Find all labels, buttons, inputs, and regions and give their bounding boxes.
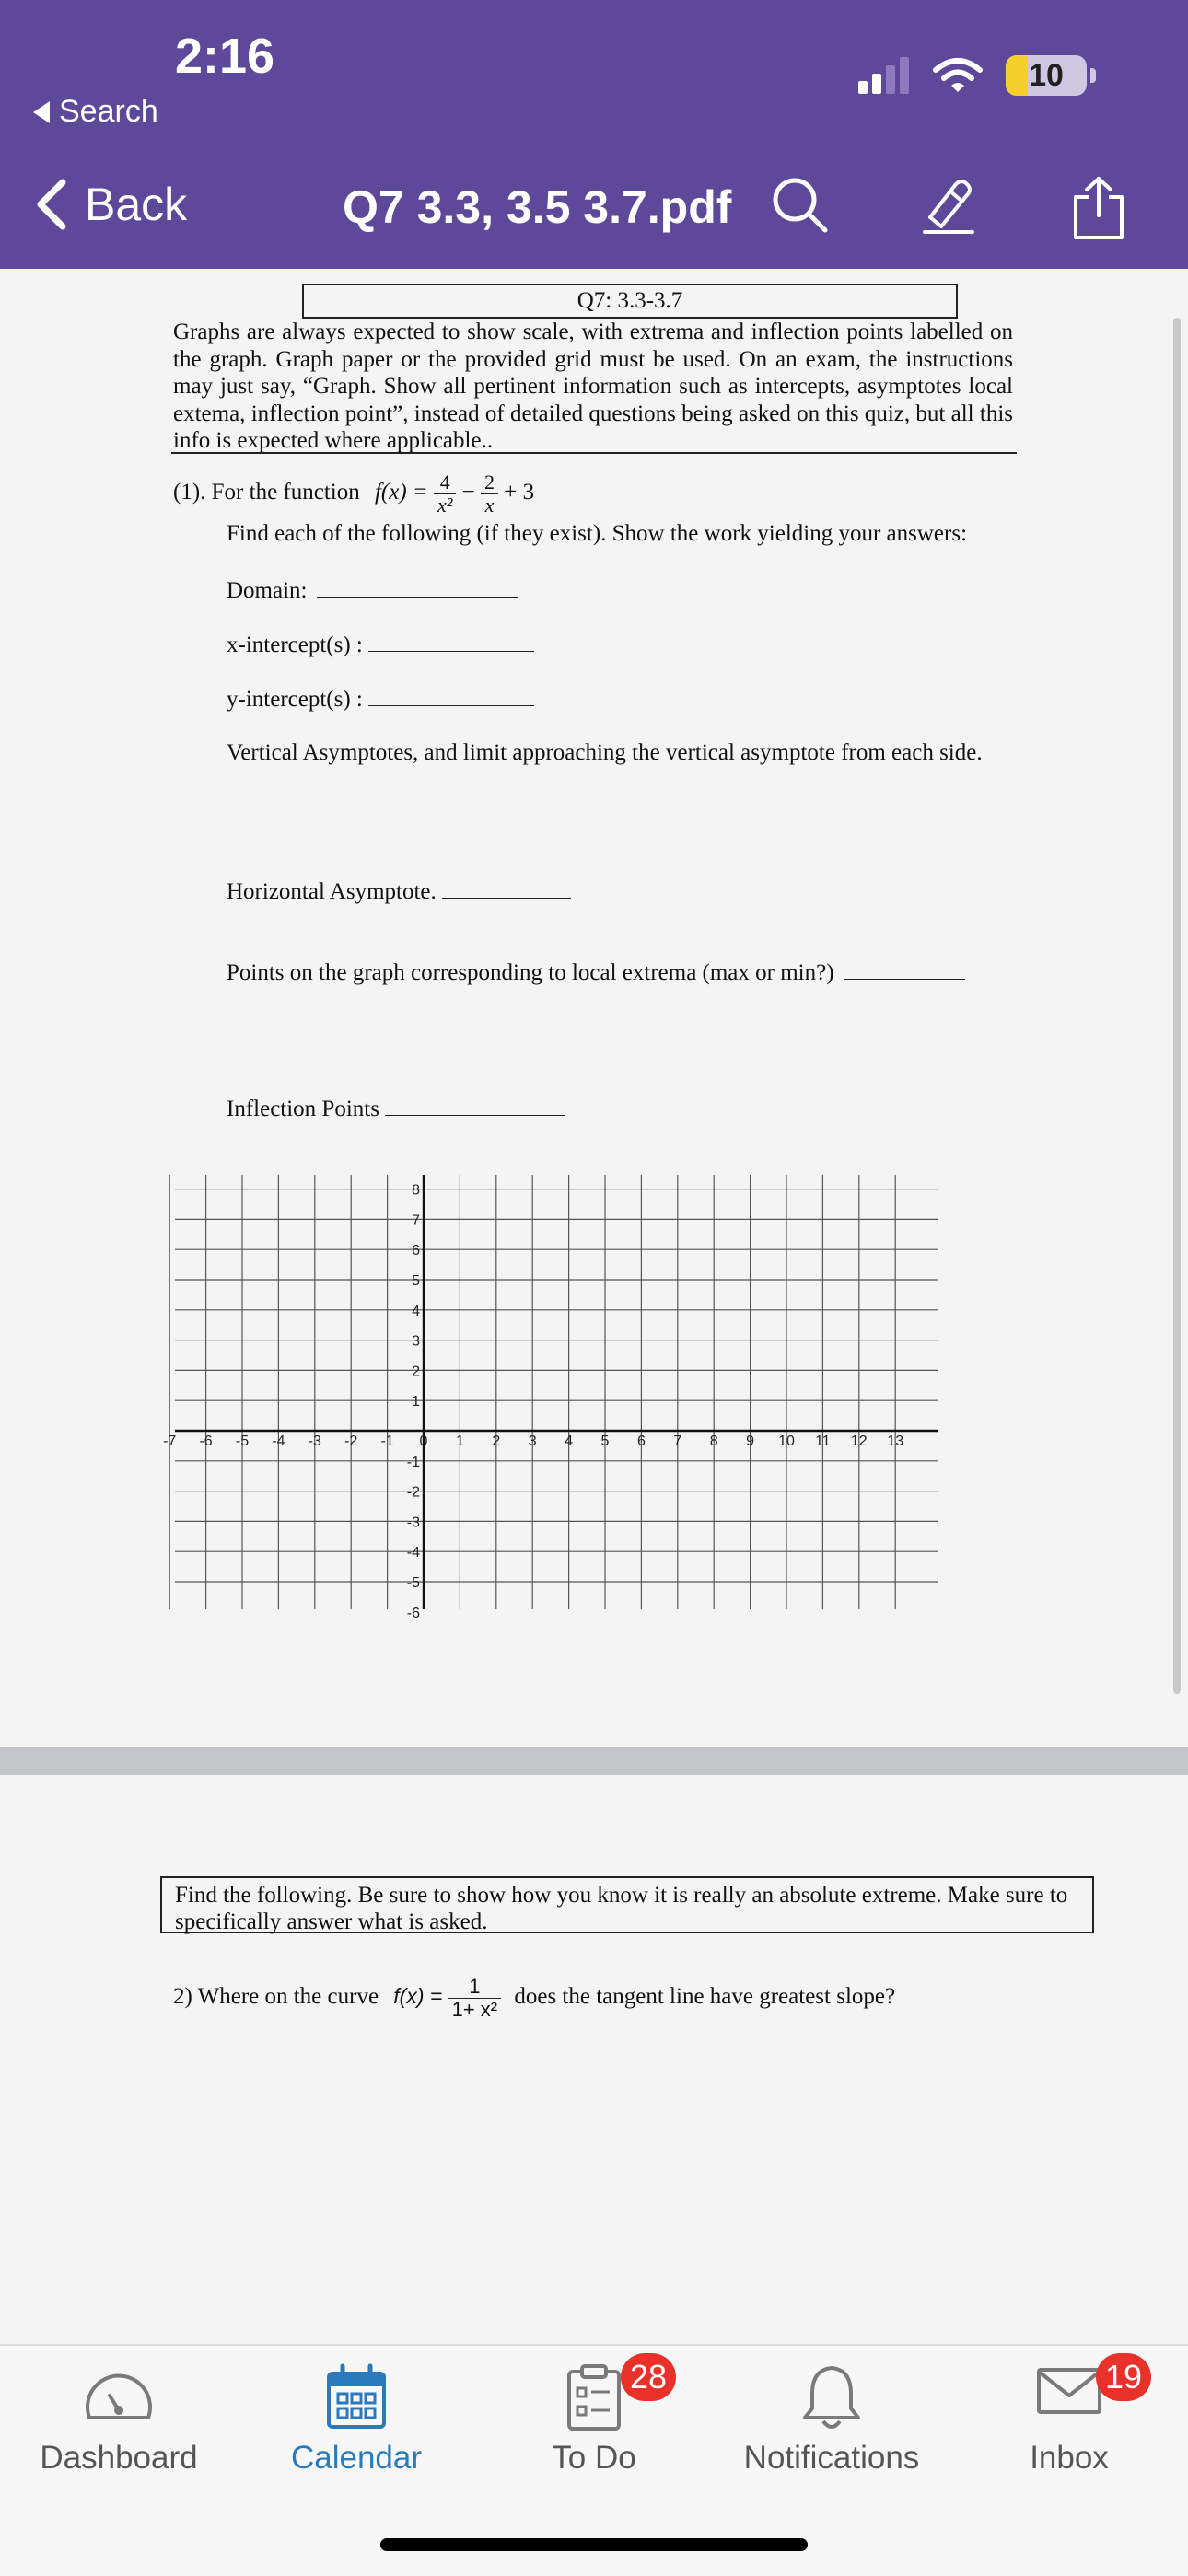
status-time: 2:16 xyxy=(175,29,275,84)
x-tick-label: 10 xyxy=(778,1433,795,1449)
y-tick-label: 4 xyxy=(412,1303,420,1319)
x-tick-label: 3 xyxy=(528,1433,537,1449)
y-tick-label: 8 xyxy=(412,1182,420,1199)
y-tick-label: -6 xyxy=(406,1605,420,1621)
question-2-line xyxy=(173,1976,895,2021)
x-intercepts-label: x-intercept(s) : xyxy=(227,632,363,657)
q1-plus: + 3 xyxy=(504,480,535,505)
inbox-badge: 19 xyxy=(1096,2353,1151,2401)
back-button-label: Back xyxy=(85,179,188,230)
x-tick-label: 9 xyxy=(746,1433,755,1449)
q1-frac1-den: x² xyxy=(437,493,453,516)
domain-blank xyxy=(317,576,518,598)
inflection-points-blank xyxy=(385,1095,565,1116)
document-title: Q7 3.3, 3.5 3.7.pdf xyxy=(343,181,732,233)
y-tick-label: 7 xyxy=(412,1213,420,1229)
y-tick-label: -1 xyxy=(406,1454,420,1470)
y-tick-label: 6 xyxy=(412,1243,420,1259)
y-intercepts-blank xyxy=(368,685,534,706)
x-tick-label: 5 xyxy=(600,1433,610,1449)
x-tick-label: -2 xyxy=(344,1433,358,1449)
tab-dashboard-label: Dashboard xyxy=(40,2440,198,2476)
x-tick-label: 8 xyxy=(709,1433,718,1449)
tab-todo-label: To Do xyxy=(552,2440,636,2476)
back-triangle-icon xyxy=(33,101,50,123)
chevron-left-icon xyxy=(33,177,70,232)
domain-label: Domain: xyxy=(227,578,308,603)
tab-calendar[interactable] xyxy=(238,2346,475,2502)
q2-frac-den: 1+ x² xyxy=(451,1998,498,2021)
inbox-envelope-icon xyxy=(1036,2364,1102,2416)
local-extrema-line xyxy=(227,958,965,986)
tab-notifications-label: Notifications xyxy=(743,2440,920,2476)
cellular-signal-icon xyxy=(858,57,910,94)
q1-frac2-num: 2 xyxy=(481,471,498,494)
tab-dashboard[interactable] xyxy=(0,2346,238,2502)
notifications-bell-icon xyxy=(801,2364,862,2432)
x-tick-label: 2 xyxy=(492,1433,501,1449)
q2-fraction xyxy=(448,1976,502,2021)
todo-badge: 28 xyxy=(621,2353,676,2401)
document-scrollbar[interactable] xyxy=(1173,318,1181,1694)
x-tick-label: 0 xyxy=(419,1433,428,1449)
y-tick-label: 3 xyxy=(412,1333,420,1350)
tab-inbox[interactable] xyxy=(950,2346,1188,2502)
q1-minus: − xyxy=(461,480,475,505)
calendar-icon xyxy=(326,2364,387,2431)
y-intercepts-label: y-intercept(s) : xyxy=(227,687,363,712)
x-tick-label: 6 xyxy=(636,1433,646,1449)
x-intercepts-blank xyxy=(368,631,534,652)
share-icon[interactable] xyxy=(1070,175,1127,241)
home-indicator[interactable] xyxy=(380,2538,808,2551)
inflection-points-label: Inflection Points xyxy=(227,1097,379,1121)
status-icons xyxy=(858,55,1087,96)
y-tick-label: -3 xyxy=(406,1514,420,1531)
q1-fraction-1 xyxy=(434,471,456,516)
page-separator xyxy=(0,1747,1188,1775)
battery-icon xyxy=(1006,55,1087,96)
x-tick-label: -5 xyxy=(235,1433,250,1449)
intro-underline xyxy=(171,452,1017,454)
q2-frac-num: 1 xyxy=(448,1976,502,1999)
y-tick-label: 2 xyxy=(412,1363,420,1380)
q1-fraction-2 xyxy=(481,471,498,516)
battery-level: 10 xyxy=(1029,57,1064,93)
dashboard-gauge-icon xyxy=(82,2364,156,2429)
graph-paper-grid xyxy=(163,1175,938,1621)
y-intercepts-line xyxy=(227,685,534,713)
local-extrema-label: Points on the graph corresponding to local extrema (max or min?) xyxy=(227,960,834,985)
intro-paragraph: Graphs are always expected to show scale, with extrema and inflection points labelled on the graph. Graph paper or the provided grid must be used. On an exam, the instructions may just say, “Graph. Show all pertinent information such as intercepts, asymptotes local extema, inflection point”, instead of detailed questions being asked on this quiz, but all this info is expected where applicable.. xyxy=(173,319,1013,453)
tab-todo[interactable] xyxy=(475,2346,713,2502)
q2-suffix: does the tangent line have greatest slope? xyxy=(514,1984,896,2010)
horizontal-asymptote-blank xyxy=(442,877,571,899)
x-tick-label: -6 xyxy=(199,1433,213,1449)
tab-inbox-label: Inbox xyxy=(1030,2440,1109,2476)
y-tick-label: 1 xyxy=(412,1394,420,1410)
tab-calendar-label: Calendar xyxy=(290,2440,423,2476)
pdf-page-2[interactable] xyxy=(0,1775,1188,2344)
x-intercepts-line xyxy=(227,631,534,658)
back-to-search[interactable] xyxy=(33,94,158,130)
todo-clipboard-icon xyxy=(565,2364,623,2432)
local-extrema-blank xyxy=(844,958,965,980)
app-header xyxy=(0,0,1188,269)
question-1-line xyxy=(173,471,534,516)
x-tick-label: -1 xyxy=(380,1433,394,1449)
q1-prefix: (1). For the function xyxy=(173,480,360,505)
y-tick-label: 5 xyxy=(412,1273,420,1289)
x-tick-label: -4 xyxy=(272,1433,285,1449)
x-tick-label: 12 xyxy=(850,1433,868,1449)
wifi-icon xyxy=(932,57,984,94)
x-tick-label: 1 xyxy=(455,1433,464,1449)
x-tick-label: 7 xyxy=(673,1433,682,1449)
q1-frac1-num: 4 xyxy=(434,471,456,494)
inflection-points-line xyxy=(227,1095,565,1122)
y-tick-label: -5 xyxy=(406,1575,420,1591)
x-tick-label: 4 xyxy=(565,1433,574,1449)
q2-prefix: 2) Where on the curve xyxy=(173,1984,379,2010)
q1-frac2-den: x xyxy=(484,493,495,516)
tab-notifications[interactable] xyxy=(713,2346,950,2502)
quiz-header-box: Q7: 3.3-3.7 xyxy=(302,284,958,319)
q1-function-lhs: f(x) = xyxy=(374,480,428,505)
x-tick-label: -3 xyxy=(308,1433,321,1449)
x-tick-label: -7 xyxy=(163,1433,177,1449)
search-icon[interactable] xyxy=(770,175,831,236)
q2-function-lhs: f(x) = xyxy=(393,1984,443,2009)
q1-instructions: Find each of the following (if they exist). Show the work yielding your answers: xyxy=(227,521,968,546)
y-tick-label: -2 xyxy=(406,1484,420,1501)
page2-instructions-box: Find the following. Be sure to show how you know it is really an absolute extreme. Make sure to specifically answer what is asked. xyxy=(160,1876,1094,1933)
horizontal-asymptote-line xyxy=(227,877,571,905)
domain-line xyxy=(227,576,518,604)
x-tick-label: 11 xyxy=(815,1433,831,1449)
x-tick-label: 13 xyxy=(887,1433,904,1449)
horizontal-asymptote-label: Horizontal Asymptote. xyxy=(227,879,437,904)
y-tick-label: -4 xyxy=(406,1545,420,1561)
back-button[interactable] xyxy=(33,177,187,232)
back-to-search-label: Search xyxy=(59,94,158,129)
vertical-asymptotes-label: Vertical Asymptotes, and limit approaching the vertical asymptote from each side. xyxy=(227,740,983,765)
annotate-pen-icon[interactable] xyxy=(919,175,978,236)
